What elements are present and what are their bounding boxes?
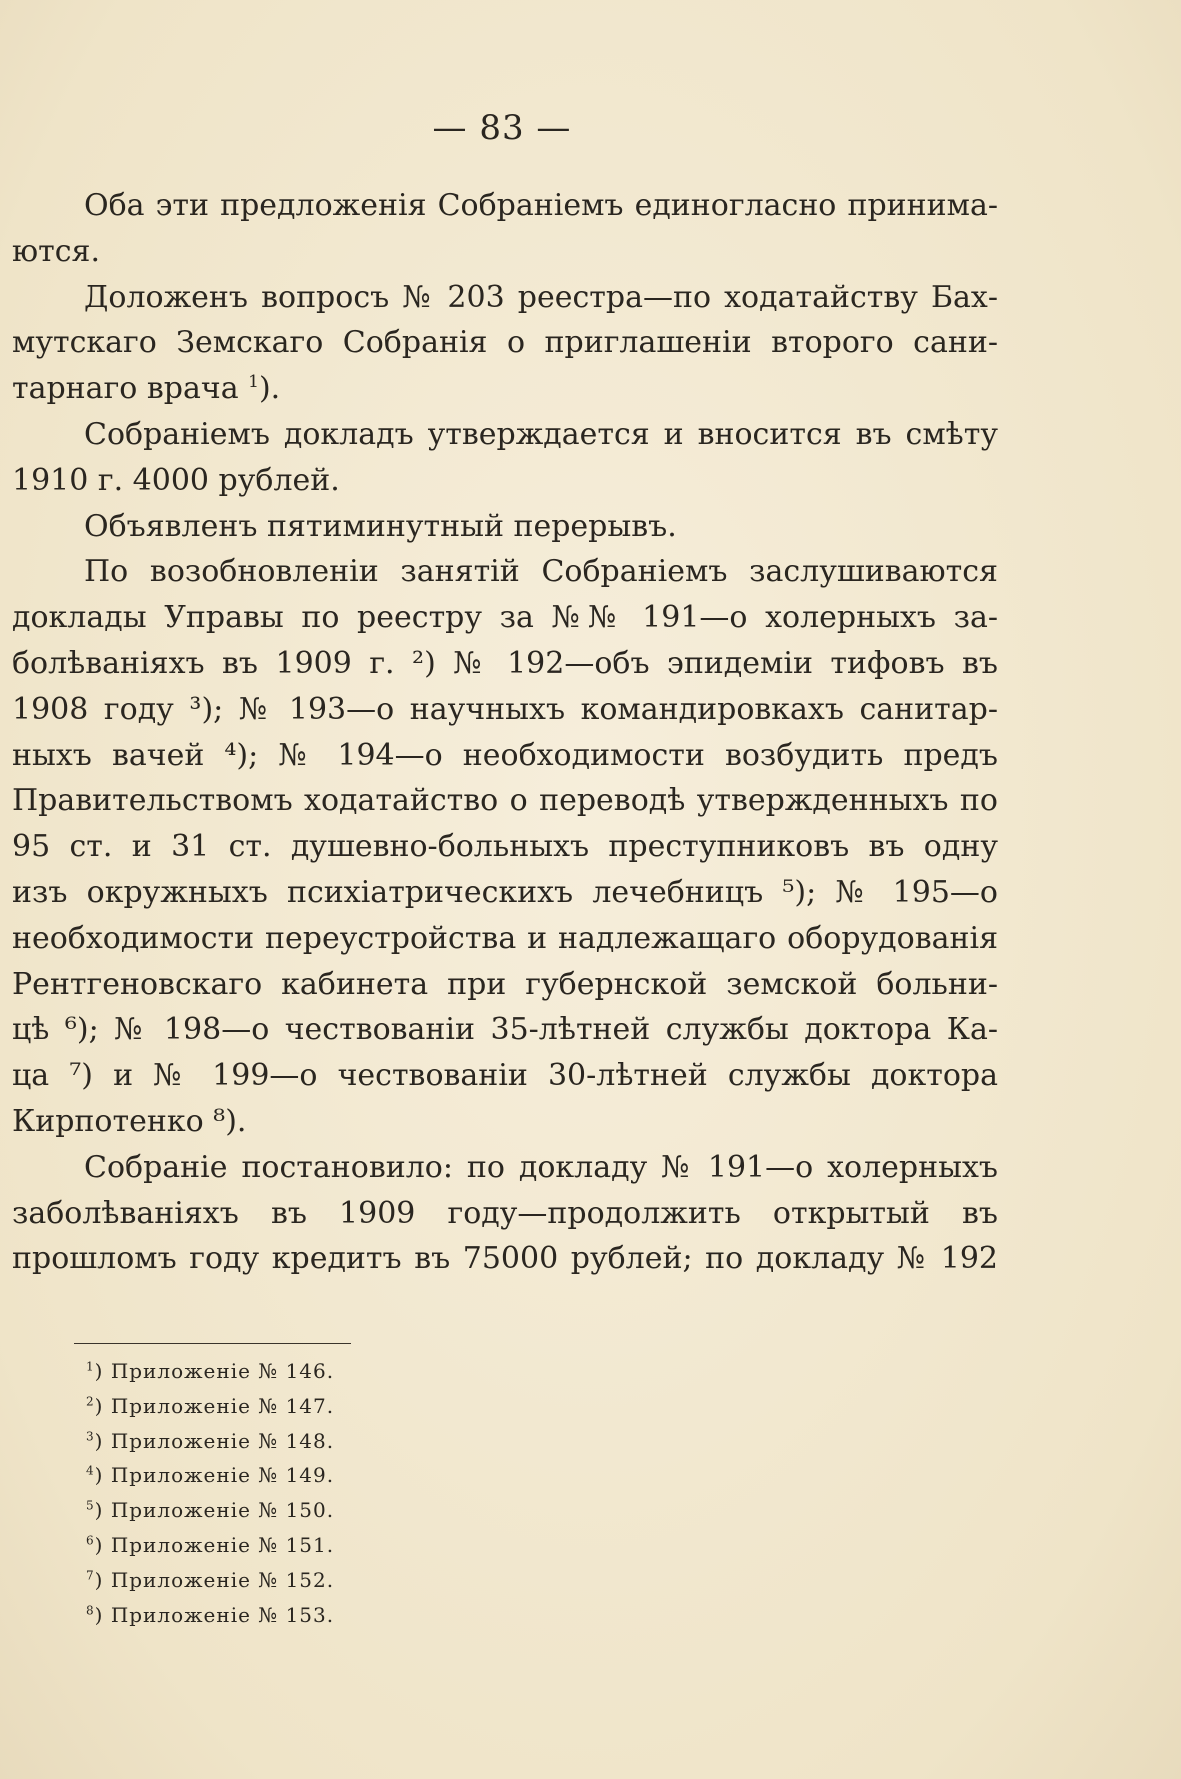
footnote-divider xyxy=(74,1343,351,1344)
footnote-mark: 4 xyxy=(86,1463,95,1478)
text-line: ются. xyxy=(12,233,100,269)
text-line: 1910 г. 4000 рублей. xyxy=(12,462,340,498)
footnote-text: Приложеніе № 153. xyxy=(110,1602,335,1627)
footnote-text: Приложеніе № 151. xyxy=(110,1532,335,1557)
text-line: изъ окружныхъ психіатрическихъ лечебницъ ⁵); № 195—о xyxy=(12,874,998,910)
text-line: Собраніемъ докладъ утверждается и вносится въ смѣту xyxy=(84,416,998,452)
footnote-text: Приложеніе № 147. xyxy=(110,1393,335,1418)
text-fragment: ). xyxy=(258,371,281,407)
text-line: 1908 году ³); № 193—о научныхъ командировкахъ санитар- xyxy=(12,691,998,727)
text-line xyxy=(12,366,998,412)
footnote-item: $^3$) Приложеніе № 148. xyxy=(86,1428,335,1453)
text-line: Объявленъ пятиминутный перерывъ. xyxy=(84,508,677,544)
text-line: Собраніе постановило: по докладу № 191—о холерныхъ xyxy=(84,1149,998,1185)
text-line: По возобновленіи занятій Собраніемъ заслушиваются xyxy=(84,554,998,590)
text-line: прошломъ году кредитъ въ 75000 рублей; по докладу № 192 xyxy=(12,1241,998,1277)
text-line: Кирпотенко ⁸). xyxy=(12,1103,247,1139)
text-fragment: тарнаго врача xyxy=(12,371,249,407)
footnote-mark: 3 xyxy=(86,1428,95,1443)
text-line: болѣваніяхъ въ 1909 г. ²) № 192—объ эпидеміи тифовъ въ xyxy=(12,645,998,681)
text-line: мутскаго Земскаго Собранія о приглашеніи второго сани- xyxy=(12,325,998,361)
footnote-item: $^8$) Приложеніе № 153. xyxy=(86,1602,335,1627)
text-line: 95 ст. и 31 ст. душевно-больныхъ преступниковъ въ одну xyxy=(12,829,998,865)
footnotes xyxy=(86,1354,486,1632)
footnote-mark: 1 xyxy=(86,1359,95,1374)
footnote-mark: 8 xyxy=(86,1602,95,1617)
footnote-item: $^2$) Приложеніе № 147. xyxy=(86,1393,335,1418)
text-line: цѣ ⁶); № 198—о чествованіи 35-лѣтней службы доктора Ка- xyxy=(12,1012,998,1048)
text-line: Оба эти предложенія Собраніемъ единогласно принима- xyxy=(84,188,998,223)
footnote-text: Приложеніе № 149. xyxy=(110,1463,335,1488)
footnote-mark: 7 xyxy=(86,1568,95,1583)
footnote-text: Приложеніе № 152. xyxy=(110,1567,335,1592)
page-number: — 83 — xyxy=(432,108,572,148)
footnote-item: $^6$) Приложеніе № 151. xyxy=(86,1532,335,1557)
footnote-ref: 1 xyxy=(248,372,259,393)
footnote-mark: 5 xyxy=(86,1498,95,1513)
footnote-item: $^7$) Приложеніе № 152. xyxy=(86,1567,335,1592)
text-line: Доложенъ вопросъ № 203 реестра—по ходатайству Бах- xyxy=(84,279,998,315)
footnote-item: $^5$) Приложеніе № 150. xyxy=(86,1498,335,1523)
footnote-mark: 2 xyxy=(86,1394,95,1409)
footnote-item: $^1$) Приложеніе № 146. xyxy=(86,1359,335,1383)
body-text xyxy=(12,183,998,1282)
text-line: Правительствомъ ходатайство о переводѣ утвержденныхъ по xyxy=(12,783,998,819)
text-line: доклады Управы по реестру за №№ 191—о холерныхъ за- xyxy=(12,600,998,636)
footnote-text: Приложеніе № 150. xyxy=(110,1498,335,1523)
text-line: ныхъ вачей ⁴); № 194—о необходимости возбудить предъ xyxy=(12,737,998,773)
text-line: ца ⁷) и № 199—о чествованіи 30-лѣтней службы доктора xyxy=(12,1058,998,1094)
text-line: необходимости переустройства и надлежащаго оборудованія xyxy=(12,920,998,956)
footnote-mark: 6 xyxy=(86,1533,95,1548)
footnote-text: Приложеніе № 146. xyxy=(110,1359,335,1383)
footnote-text: Приложеніе № 148. xyxy=(110,1428,335,1453)
text-line: Рентгеновскаго кабинета при губернской земской больни- xyxy=(12,966,998,1002)
footnote-item: $^4$) Приложеніе № 149. xyxy=(86,1463,335,1488)
text-line: заболѣваніяхъ въ 1909 году—продолжить открытый въ xyxy=(12,1195,998,1231)
